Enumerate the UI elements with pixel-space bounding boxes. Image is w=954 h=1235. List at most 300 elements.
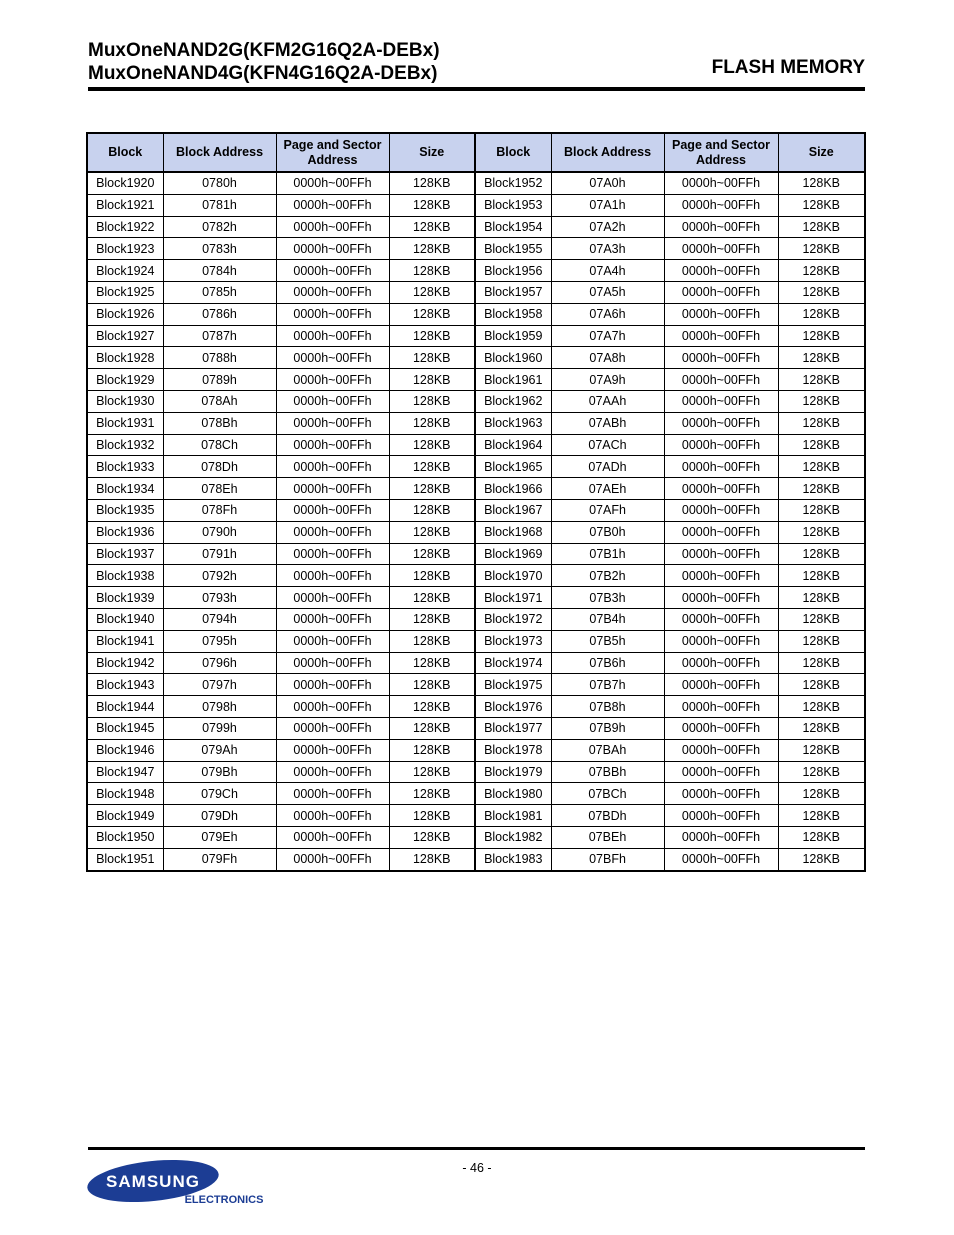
table-cell: 0789h (163, 369, 276, 391)
table-cell: 0000h~00FFh (276, 674, 389, 696)
table-cell: Block1947 (87, 761, 163, 783)
table-cell: 0000h~00FFh (664, 783, 778, 805)
table-row (87, 194, 865, 216)
table-cell: 07A0h (551, 172, 664, 194)
table-cell: 078Fh (163, 499, 276, 521)
table-cell: 128KB (778, 456, 865, 478)
table-cell: 0000h~00FFh (276, 608, 389, 630)
table-cell: 0000h~00FFh (664, 674, 778, 696)
table-cell: 079Dh (163, 805, 276, 827)
table-cell: 0000h~00FFh (276, 303, 389, 325)
table-cell: 0000h~00FFh (664, 652, 778, 674)
table-header-row (87, 133, 865, 172)
table-cell: 07AEh (551, 478, 664, 500)
column-header: Size (778, 133, 865, 172)
table-cell: Block1977 (475, 717, 551, 739)
table-cell: Block1924 (87, 260, 163, 282)
table-row (87, 608, 865, 630)
table-cell: 128KB (389, 434, 475, 456)
table-cell: Block1928 (87, 347, 163, 369)
document-title-line-1: MuxOneNAND2G(KFM2G16Q2A-DEBx) (88, 40, 440, 61)
table-cell: 128KB (389, 172, 475, 194)
table-cell: 0793h (163, 587, 276, 609)
table-cell: Block1950 (87, 826, 163, 848)
table-cell: 0000h~00FFh (664, 434, 778, 456)
table-cell: 0000h~00FFh (276, 783, 389, 805)
table-row (87, 434, 865, 456)
table-cell: Block1978 (475, 739, 551, 761)
table-cell: 07A6h (551, 303, 664, 325)
table-cell: 0000h~00FFh (276, 630, 389, 652)
table-cell: 07BDh (551, 805, 664, 827)
table-cell: 128KB (778, 347, 865, 369)
table-cell: 128KB (389, 608, 475, 630)
table-cell: 128KB (389, 390, 475, 412)
table-body (87, 172, 865, 871)
table-cell: 128KB (389, 521, 475, 543)
table-cell: 128KB (778, 696, 865, 718)
table-row (87, 783, 865, 805)
table-row (87, 390, 865, 412)
table-cell: 0785h (163, 281, 276, 303)
table-cell: Block1962 (475, 390, 551, 412)
table-cell: 07A1h (551, 194, 664, 216)
table-cell: 0000h~00FFh (276, 499, 389, 521)
table-cell: Block1937 (87, 543, 163, 565)
table-cell: 0000h~00FFh (664, 216, 778, 238)
table-row (87, 478, 865, 500)
table-cell: 0790h (163, 521, 276, 543)
table-cell: 128KB (778, 303, 865, 325)
table-row (87, 499, 865, 521)
column-header: Size (389, 133, 475, 172)
table-cell: 128KB (778, 608, 865, 630)
table-cell: 0000h~00FFh (276, 478, 389, 500)
table-cell: 07AAh (551, 390, 664, 412)
table-cell: 128KB (778, 805, 865, 827)
table-cell: 0781h (163, 194, 276, 216)
table-cell: 0786h (163, 303, 276, 325)
table-cell: 079Eh (163, 826, 276, 848)
table-row (87, 739, 865, 761)
table-cell: Block1938 (87, 565, 163, 587)
table-cell: Block1942 (87, 652, 163, 674)
table-cell: Block1960 (475, 347, 551, 369)
table-row (87, 565, 865, 587)
table-row (87, 325, 865, 347)
table-cell: 128KB (778, 543, 865, 565)
table-cell: Block1964 (475, 434, 551, 456)
table-cell: 0000h~00FFh (664, 630, 778, 652)
table-cell: 128KB (778, 325, 865, 347)
table-cell: Block1951 (87, 848, 163, 870)
table-cell: 128KB (389, 478, 475, 500)
table-row (87, 717, 865, 739)
table-cell: 0798h (163, 696, 276, 718)
table-cell: Block1957 (475, 281, 551, 303)
column-header: Block (87, 133, 163, 172)
table-cell: 07B9h (551, 717, 664, 739)
table-cell: 07BFh (551, 848, 664, 870)
block-address-table (86, 132, 866, 872)
logo-sub-text: ELECTRONICS (184, 1194, 264, 1206)
column-header: Block (475, 133, 551, 172)
table-row (87, 216, 865, 238)
table-cell: 128KB (389, 499, 475, 521)
table-cell: Block1961 (475, 369, 551, 391)
table-cell: 078Eh (163, 478, 276, 500)
table-cell: Block1968 (475, 521, 551, 543)
table-cell: 0000h~00FFh (664, 761, 778, 783)
document-title-line-2: MuxOneNAND4G(KFN4G16Q2A-DEBx) (88, 63, 438, 84)
column-header: Page and Sector Address (664, 133, 778, 172)
table-cell: Block1952 (475, 172, 551, 194)
table-cell: 128KB (389, 717, 475, 739)
column-header: Block Address (163, 133, 276, 172)
table-cell: Block1943 (87, 674, 163, 696)
table-cell: 0000h~00FFh (664, 238, 778, 260)
table-cell: Block1965 (475, 456, 551, 478)
table-cell: 128KB (778, 412, 865, 434)
table-cell: Block1941 (87, 630, 163, 652)
table-cell: 0000h~00FFh (276, 281, 389, 303)
table-cell: 0788h (163, 347, 276, 369)
table-cell: Block1929 (87, 369, 163, 391)
table-cell: Block1966 (475, 478, 551, 500)
table-cell: Block1972 (475, 608, 551, 630)
table-cell: 0000h~00FFh (664, 696, 778, 718)
table-row (87, 281, 865, 303)
table-cell: 0000h~00FFh (276, 565, 389, 587)
table-cell: 128KB (778, 238, 865, 260)
table-cell: Block1935 (87, 499, 163, 521)
table-cell: 128KB (389, 194, 475, 216)
table-cell: 128KB (389, 674, 475, 696)
table-cell: 0797h (163, 674, 276, 696)
table-cell: Block1974 (475, 652, 551, 674)
table-cell: 078Ch (163, 434, 276, 456)
table-cell: Block1976 (475, 696, 551, 718)
table-cell: 0000h~00FFh (276, 412, 389, 434)
table-cell: 0000h~00FFh (664, 565, 778, 587)
header-rule (88, 87, 865, 91)
table-cell: 0782h (163, 216, 276, 238)
table-cell: 128KB (778, 826, 865, 848)
table-cell: 0000h~00FFh (664, 390, 778, 412)
table-row (87, 347, 865, 369)
table-cell: Block1969 (475, 543, 551, 565)
table-cell: 128KB (389, 761, 475, 783)
table-row (87, 172, 865, 194)
table-cell: Block1921 (87, 194, 163, 216)
table-cell: Block1975 (475, 674, 551, 696)
table-cell: 079Ch (163, 783, 276, 805)
table-cell: 0000h~00FFh (664, 325, 778, 347)
table-row (87, 761, 865, 783)
table-cell: 07A7h (551, 325, 664, 347)
table-cell: Block1982 (475, 826, 551, 848)
table-cell: 128KB (778, 478, 865, 500)
table-cell: 07ABh (551, 412, 664, 434)
table-cell: 07ADh (551, 456, 664, 478)
table-cell: Block1949 (87, 805, 163, 827)
table-cell: 0794h (163, 608, 276, 630)
table-cell: 0000h~00FFh (276, 194, 389, 216)
table-cell: Block1948 (87, 783, 163, 805)
table-cell: 128KB (778, 652, 865, 674)
table-cell: Block1940 (87, 608, 163, 630)
table-cell: 079Ah (163, 739, 276, 761)
table-cell: 128KB (389, 587, 475, 609)
logo-brand-text: SAMSUNG (106, 1172, 200, 1191)
table-cell: 0000h~00FFh (276, 390, 389, 412)
table-row (87, 521, 865, 543)
table-cell: Block1931 (87, 412, 163, 434)
table-cell: 128KB (778, 783, 865, 805)
table-cell: 128KB (389, 543, 475, 565)
table-cell: 0000h~00FFh (664, 303, 778, 325)
table-cell: 0000h~00FFh (276, 325, 389, 347)
table-cell: Block1954 (475, 216, 551, 238)
table-row (87, 696, 865, 718)
table-cell: 128KB (778, 390, 865, 412)
table-cell: 07B0h (551, 521, 664, 543)
table-cell: 07A2h (551, 216, 664, 238)
table-cell: 128KB (778, 717, 865, 739)
table-cell: Block1939 (87, 587, 163, 609)
table-cell: 128KB (389, 652, 475, 674)
table-cell: Block1932 (87, 434, 163, 456)
table-row (87, 630, 865, 652)
table-cell: 128KB (389, 412, 475, 434)
table-cell: 07B1h (551, 543, 664, 565)
table-cell: Block1979 (475, 761, 551, 783)
table-cell: 0000h~00FFh (276, 543, 389, 565)
table-cell: 128KB (389, 826, 475, 848)
table-cell: 0000h~00FFh (276, 652, 389, 674)
table-cell: 0792h (163, 565, 276, 587)
table-cell: 07A8h (551, 347, 664, 369)
table-cell: 0000h~00FFh (664, 499, 778, 521)
table-cell: Block1958 (475, 303, 551, 325)
table-cell: 079Bh (163, 761, 276, 783)
table-cell: Block1936 (87, 521, 163, 543)
table-cell: 0000h~00FFh (276, 369, 389, 391)
table-cell: Block1933 (87, 456, 163, 478)
table-cell: 128KB (389, 325, 475, 347)
table-cell: 128KB (389, 805, 475, 827)
table-cell: 07B4h (551, 608, 664, 630)
table-cell: 128KB (389, 303, 475, 325)
page-header (88, 40, 865, 88)
table-cell: 0000h~00FFh (664, 805, 778, 827)
table-cell: Block1925 (87, 281, 163, 303)
table-cell: 128KB (778, 521, 865, 543)
table-cell: 128KB (389, 347, 475, 369)
table-cell: 0000h~00FFh (276, 761, 389, 783)
table-row (87, 587, 865, 609)
table-cell: Block1955 (475, 238, 551, 260)
page-number: - 46 - (462, 1161, 492, 1175)
table-cell: 128KB (389, 783, 475, 805)
table-cell: 0000h~00FFh (664, 281, 778, 303)
table-cell: 07A3h (551, 238, 664, 260)
table-cell: 0000h~00FFh (276, 456, 389, 478)
table-cell: Block1981 (475, 805, 551, 827)
table-cell: 0000h~00FFh (276, 587, 389, 609)
table-cell: 07B2h (551, 565, 664, 587)
table-row (87, 805, 865, 827)
table-cell: 128KB (778, 281, 865, 303)
table-cell: 0000h~00FFh (664, 194, 778, 216)
table-cell: 07A4h (551, 260, 664, 282)
table-cell: 0799h (163, 717, 276, 739)
table-cell: 07A5h (551, 281, 664, 303)
table-cell: Block1923 (87, 238, 163, 260)
table-cell: 0000h~00FFh (664, 587, 778, 609)
table-cell: 128KB (778, 848, 865, 870)
table-cell: 128KB (778, 369, 865, 391)
table-cell: 0000h~00FFh (664, 543, 778, 565)
table-cell: 0000h~00FFh (664, 739, 778, 761)
table-cell: 128KB (389, 260, 475, 282)
table-cell: 0796h (163, 652, 276, 674)
table-cell: 128KB (389, 238, 475, 260)
table-cell: 0000h~00FFh (664, 260, 778, 282)
column-header: Block Address (551, 133, 664, 172)
footer-rule (88, 1147, 865, 1150)
table-cell: 0000h~00FFh (664, 478, 778, 500)
table-cell: 0000h~00FFh (664, 848, 778, 870)
table-cell: 0000h~00FFh (664, 412, 778, 434)
table-cell: Block1953 (475, 194, 551, 216)
table-cell: 0783h (163, 238, 276, 260)
samsung-logo (87, 1156, 267, 1208)
table-cell: 128KB (389, 630, 475, 652)
table-cell: 128KB (389, 565, 475, 587)
table-row (87, 826, 865, 848)
table-cell: 128KB (389, 739, 475, 761)
table-cell: 128KB (389, 216, 475, 238)
table-cell: 128KB (778, 565, 865, 587)
table-cell: 0000h~00FFh (276, 238, 389, 260)
table-row (87, 369, 865, 391)
table-row (87, 412, 865, 434)
table-cell: 128KB (778, 739, 865, 761)
table-cell: 128KB (778, 587, 865, 609)
table-cell: 0000h~00FFh (276, 696, 389, 718)
table-cell: 0000h~00FFh (276, 739, 389, 761)
table-cell: 0000h~00FFh (276, 717, 389, 739)
table-cell: Block1956 (475, 260, 551, 282)
table-cell: 0000h~00FFh (276, 347, 389, 369)
table-cell: 0000h~00FFh (276, 172, 389, 194)
table-cell: 078Bh (163, 412, 276, 434)
table-cell: 128KB (389, 696, 475, 718)
table-row (87, 848, 865, 870)
table-row (87, 238, 865, 260)
table-cell: 079Fh (163, 848, 276, 870)
table-row (87, 303, 865, 325)
table-cell: Block1971 (475, 587, 551, 609)
table-cell: 078Ah (163, 390, 276, 412)
table-cell: 128KB (778, 216, 865, 238)
table-cell: Block1970 (475, 565, 551, 587)
table-cell: 128KB (389, 281, 475, 303)
table-cell: 128KB (778, 499, 865, 521)
table-cell: 128KB (389, 369, 475, 391)
table-cell: 07B6h (551, 652, 664, 674)
table-cell: 07AFh (551, 499, 664, 521)
table-row (87, 456, 865, 478)
table-cell: 07BCh (551, 783, 664, 805)
table-cell: 0000h~00FFh (664, 347, 778, 369)
table-cell: 0787h (163, 325, 276, 347)
table-cell: Block1930 (87, 390, 163, 412)
table-cell: 128KB (778, 761, 865, 783)
table-cell: 0000h~00FFh (664, 456, 778, 478)
table-cell: 0000h~00FFh (276, 805, 389, 827)
column-header: Page and Sector Address (276, 133, 389, 172)
table-cell: Block1973 (475, 630, 551, 652)
table-cell: 128KB (778, 630, 865, 652)
table-cell: Block1946 (87, 739, 163, 761)
table-cell: 0795h (163, 630, 276, 652)
table-cell: 0000h~00FFh (664, 717, 778, 739)
table-cell: Block1983 (475, 848, 551, 870)
table-cell: 0000h~00FFh (276, 848, 389, 870)
table-cell: 128KB (778, 674, 865, 696)
table-cell: 0784h (163, 260, 276, 282)
table-cell: 128KB (778, 194, 865, 216)
table-cell: 0000h~00FFh (664, 826, 778, 848)
table-cell: 07B3h (551, 587, 664, 609)
table-cell: 0000h~00FFh (276, 521, 389, 543)
section-title: FLASH MEMORY (711, 57, 865, 78)
table-cell: 0000h~00FFh (276, 260, 389, 282)
table-cell: Block1934 (87, 478, 163, 500)
table-cell: 128KB (778, 260, 865, 282)
table-cell: 0780h (163, 172, 276, 194)
table-cell: 0000h~00FFh (664, 521, 778, 543)
table-cell: 128KB (778, 172, 865, 194)
table-cell: 07A9h (551, 369, 664, 391)
table-cell: 0000h~00FFh (276, 216, 389, 238)
table-cell: 0000h~00FFh (276, 434, 389, 456)
table-cell: 128KB (778, 434, 865, 456)
table-row (87, 652, 865, 674)
table-cell: 07ACh (551, 434, 664, 456)
table-cell: 0000h~00FFh (664, 369, 778, 391)
table-cell: Block1926 (87, 303, 163, 325)
table-cell: 0000h~00FFh (276, 826, 389, 848)
table-cell: 07BBh (551, 761, 664, 783)
table-cell: Block1980 (475, 783, 551, 805)
table-cell: 128KB (389, 456, 475, 478)
table-cell: Block1963 (475, 412, 551, 434)
table-cell: 0000h~00FFh (664, 172, 778, 194)
table-cell: Block1959 (475, 325, 551, 347)
table-cell: Block1945 (87, 717, 163, 739)
table-cell: 128KB (389, 848, 475, 870)
table-row (87, 674, 865, 696)
table-cell: Block1922 (87, 216, 163, 238)
table-cell: 07B7h (551, 674, 664, 696)
table-row (87, 260, 865, 282)
table-cell: 0000h~00FFh (664, 608, 778, 630)
table-cell: Block1967 (475, 499, 551, 521)
table-cell: 07B5h (551, 630, 664, 652)
